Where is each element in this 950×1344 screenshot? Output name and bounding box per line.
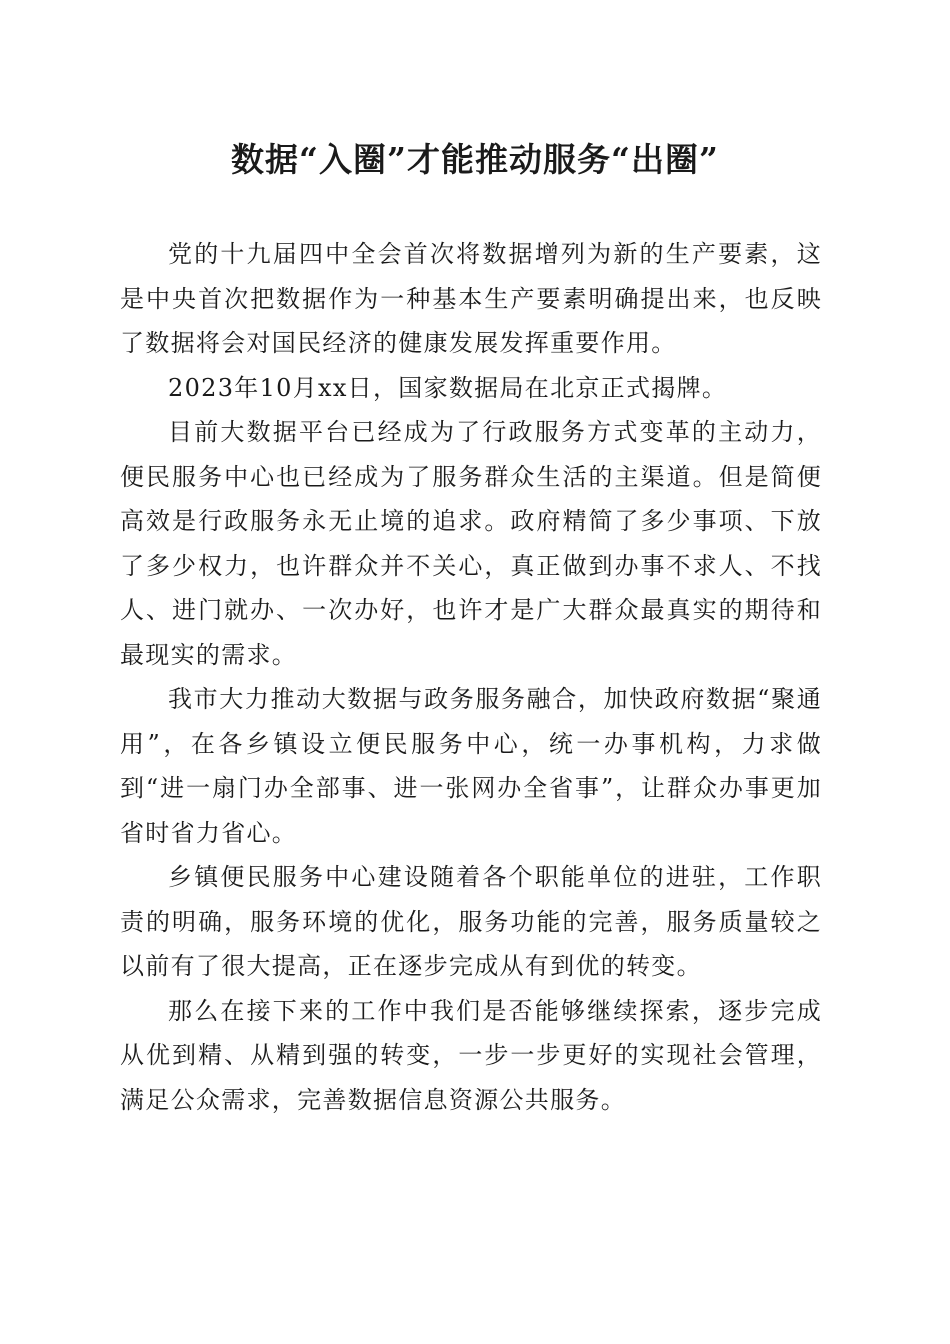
paragraph: 乡镇便民服务中心建设随着各个职能单位的进驻，工作职责的明确，服务环境的优化，服务功能的完善，服务质量较之以前有了很大提高，正在逐步完成从有到优的转变。 <box>120 863 822 980</box>
document-body <box>120 232 822 1122</box>
paragraph: 2023年10月xx日，国家数据局在北京正式揭牌。 <box>168 373 728 402</box>
document-title: 数据“入圈”才能推动服务“出圈” <box>231 140 719 179</box>
paragraph: 那么在接下来的工作中我们是否能够继续探索，逐步完成从优到精、从精到强的转变，一步一步更好的实现社会管理，满足公众需求，完善数据信息资源公共服务。 <box>120 996 822 1114</box>
paragraph: 党的十九届四中全会首次将数据增列为新的生产要素，这是中央首次把数据作为一种基本生产要素明确提出来，也反映了数据将会对国民经济的健康发展发挥重要作用。 <box>120 240 822 357</box>
paragraph: 我市大力推动大数据与政务服务融合，加快政府数据“聚通用”，在各乡镇设立便民服务中心，统一办事机构，力求做到“进一扇门办全部事、进一张网办全省事”，让群众办事更加省时省力省心。 <box>120 685 822 847</box>
paragraph: 目前大数据平台已经成为了行政服务方式变革的主动力，便民服务中心也已经成为了服务群众生活的主渠道。但是简便高效是行政服务永无止境的追求。政府精简了多少事项、下放了多少权力，也许群众并不关心，真正做到办事不求人、不找人、进门就办、一次办好，也许才是广大群众最真实的期待和最现实的需求。 <box>120 418 822 669</box>
